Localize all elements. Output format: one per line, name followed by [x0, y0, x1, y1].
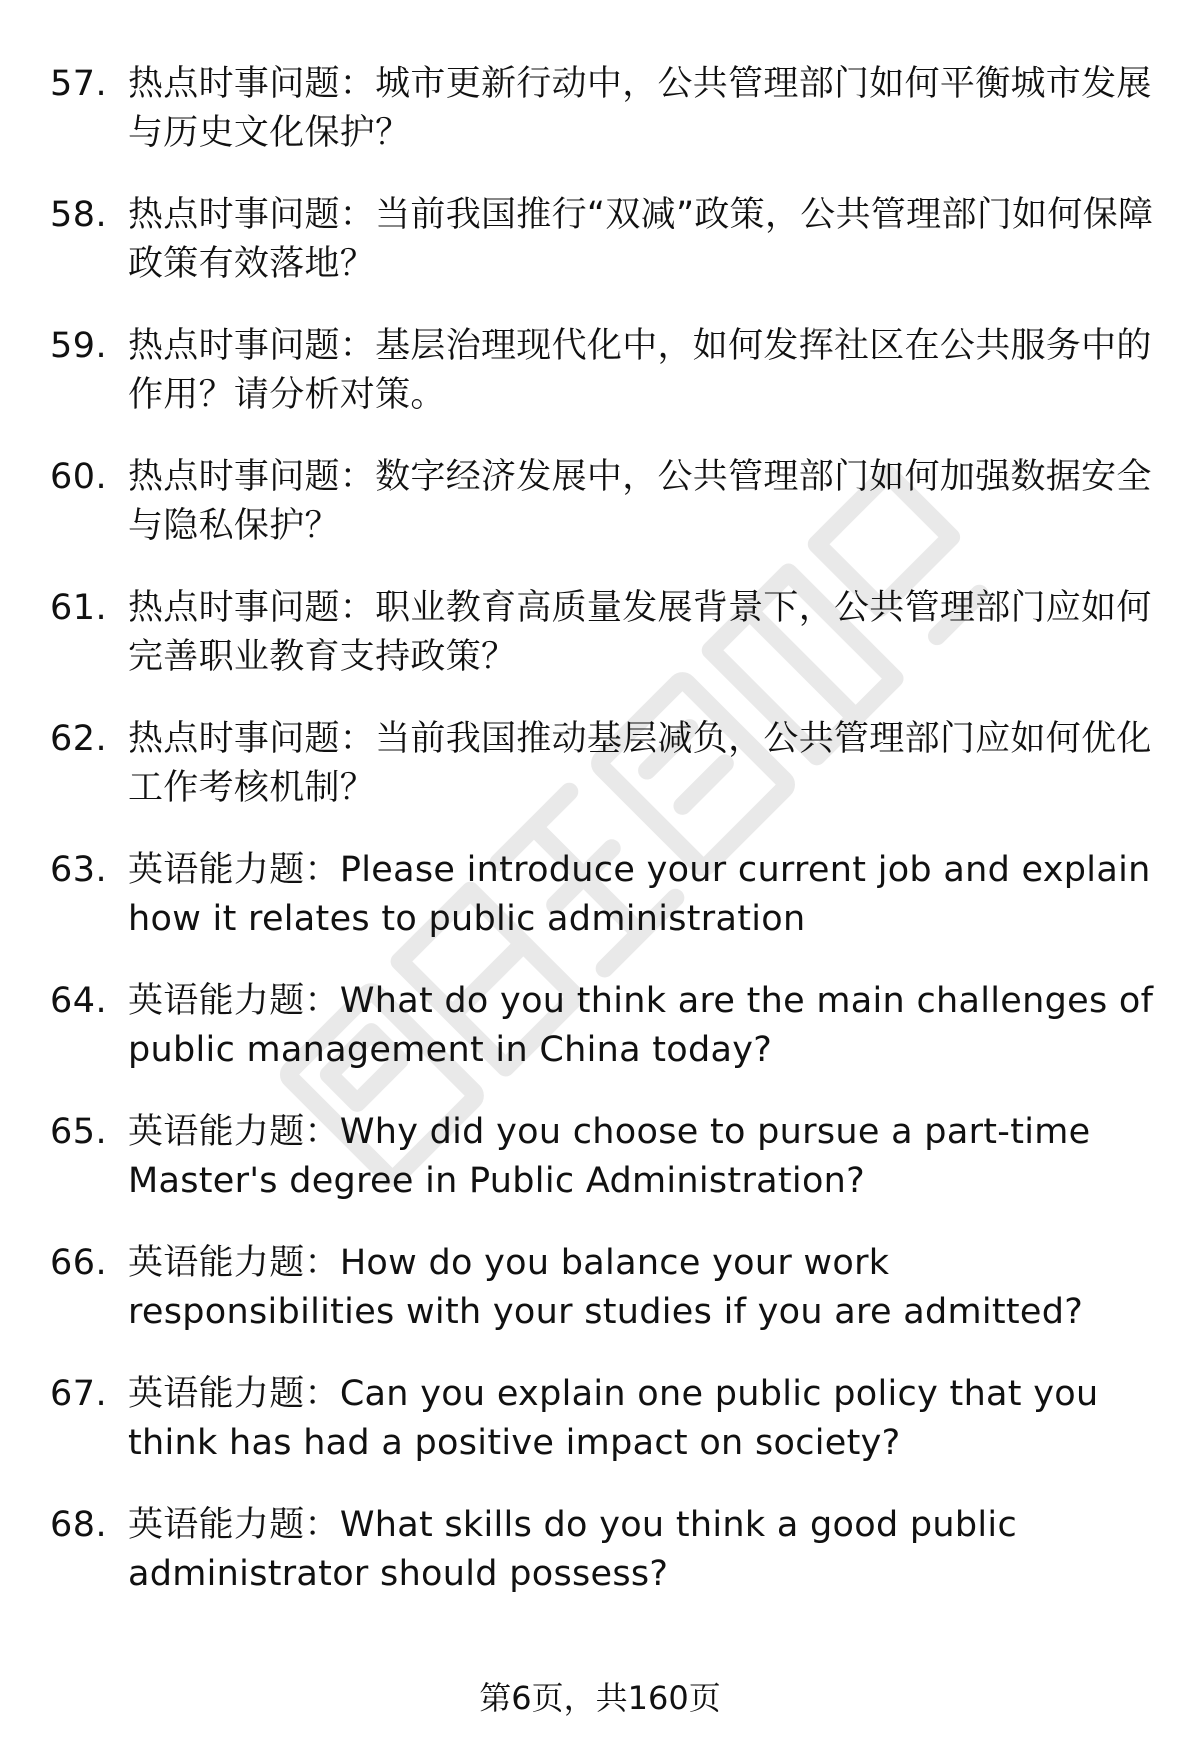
- question-category: 热点时事问题：: [128, 195, 376, 235]
- question-number: 63.: [50, 850, 108, 890]
- question-category: 英语能力题：: [128, 981, 340, 1021]
- list-item: [50, 977, 1160, 1108]
- question-category: 英语能力题：: [128, 1505, 340, 1545]
- question-body: How do you balance your work responsibilities with your studies if you are admitted?: [128, 1243, 1084, 1332]
- question-text: [128, 1108, 1160, 1206]
- question-number: 64.: [50, 981, 108, 1021]
- question-text: [128, 846, 1160, 944]
- question-body: Can you explain one public policy that you think has had a positive impact on society?: [128, 1374, 1099, 1463]
- question-category: 热点时事问题：: [128, 719, 376, 759]
- question-text: [128, 1501, 1160, 1599]
- question-text: [128, 1239, 1160, 1337]
- list-item: [50, 1370, 1160, 1501]
- list-item: [50, 1501, 1160, 1632]
- list-item: [50, 584, 1160, 715]
- list-item: [50, 1239, 1160, 1370]
- question-category: 热点时事问题：: [128, 326, 376, 366]
- question-number: 67.: [50, 1374, 108, 1414]
- list-item: [50, 1108, 1160, 1239]
- question-number: 65.: [50, 1112, 108, 1152]
- question-text: [128, 584, 1160, 682]
- question-number: 66.: [50, 1243, 108, 1283]
- question-body: 职业教育高质量发展背景下，公共管理部门应如何完善职业教育支持政策？: [128, 588, 1152, 677]
- question-body: Why did you choose to pursue a part-time Master's degree in Public Administration?: [128, 1112, 1091, 1201]
- list-item: [50, 715, 1160, 846]
- question-text: [128, 322, 1160, 420]
- list-item: [50, 322, 1160, 453]
- question-text: [128, 191, 1160, 289]
- question-number: 60.: [50, 457, 108, 497]
- question-body: 数字经济发展中，公共管理部门如何加强数据安全与隐私保护？: [128, 457, 1152, 546]
- question-body: 基层治理现代化中，如何发挥社区在公共服务中的作用？请分析对策。: [128, 326, 1152, 415]
- list-item: [50, 846, 1160, 977]
- question-body: Please introduce your current job and explain how it relates to public administration: [128, 850, 1151, 939]
- question-number: 61.: [50, 588, 108, 628]
- question-number: 58.: [50, 195, 108, 235]
- question-body: What skills do you think a good public administrator should possess?: [128, 1505, 1017, 1594]
- question-body: 城市更新行动中，公共管理部门如何平衡城市发展与历史文化保护？: [128, 64, 1152, 153]
- question-category: 热点时事问题：: [128, 64, 376, 104]
- question-number: 59.: [50, 326, 108, 366]
- question-category: 热点时事问题：: [128, 588, 376, 628]
- question-body: What do you think are the main challenges of public management in China today?: [128, 981, 1154, 1070]
- question-text: [128, 453, 1160, 551]
- question-category: 英语能力题：: [128, 1112, 340, 1152]
- question-list: [50, 60, 1160, 1632]
- question-text: [128, 1370, 1160, 1468]
- question-text: [128, 715, 1160, 813]
- question-body: 当前我国推行“双减”政策，公共管理部门如何保障政策有效落地？: [128, 195, 1154, 284]
- question-category: 英语能力题：: [128, 850, 340, 890]
- question-category: 热点时事问题：: [128, 457, 376, 497]
- question-body: 当前我国推动基层减负，公共管理部门应如何优化工作考核机制？: [128, 719, 1152, 808]
- list-item: [50, 453, 1160, 584]
- question-number: 62.: [50, 719, 108, 759]
- question-category: 英语能力题：: [128, 1243, 340, 1283]
- list-item: [50, 191, 1160, 322]
- list-item: [50, 60, 1160, 191]
- question-number: 57.: [50, 64, 108, 104]
- page-number-footer: 第6页，共160页: [479, 1679, 721, 1717]
- question-category: 英语能力题：: [128, 1374, 340, 1414]
- question-text: [128, 60, 1160, 158]
- question-text: [128, 977, 1160, 1075]
- question-number: 68.: [50, 1505, 108, 1545]
